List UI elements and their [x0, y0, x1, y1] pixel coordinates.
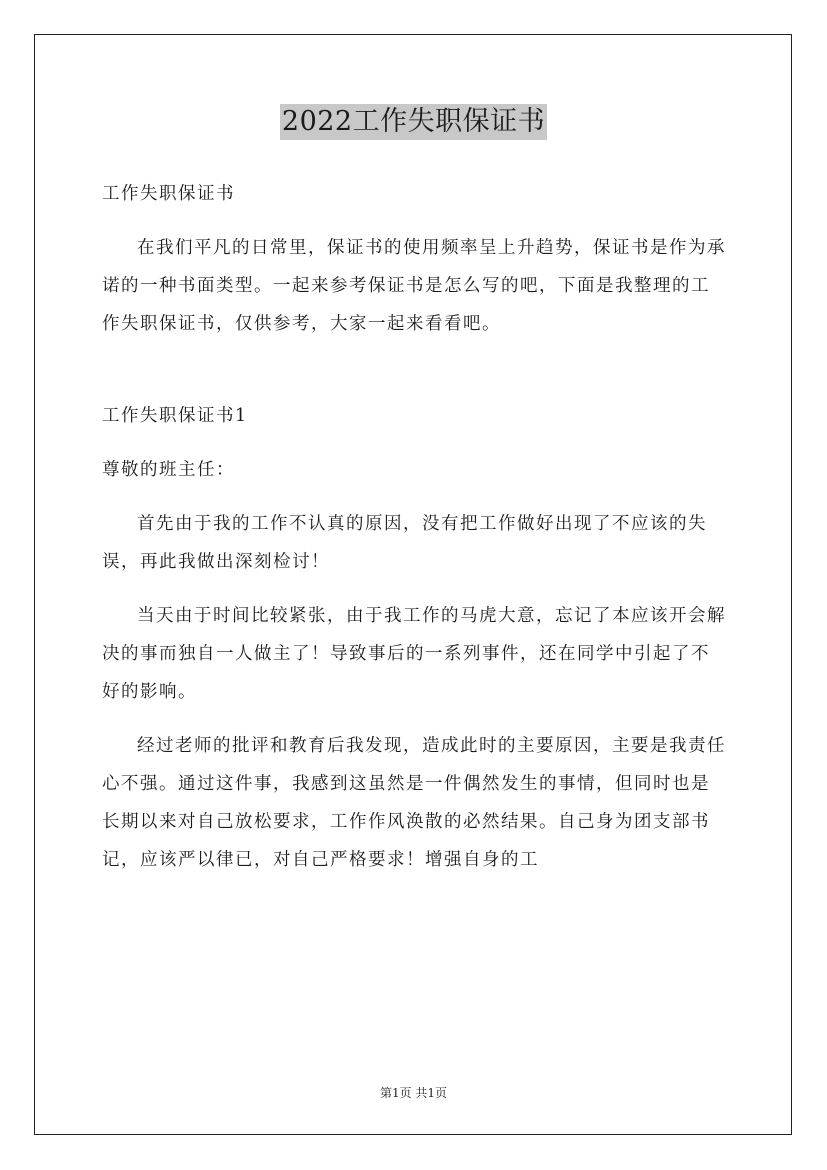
salutation: 尊敬的班主任： — [102, 460, 235, 480]
body-paragraph-2: 当天由于时间比较紧张，由于我工作的马虎大意，忘记了本应该开会解决的事而独自一人做主了！导致事后的一系列事件，还在同学中引起了不好的影响。 — [102, 606, 726, 702]
body-paragraph-1: 首先由于我的工作不认真的原因，没有把工作做好出现了不应该的失误，再此我做出深刻检讨！ — [102, 514, 707, 572]
section-heading-1: 工作失职保证书1 — [102, 406, 248, 426]
document-title — [0, 104, 827, 140]
page-number-footer: 第1页 共1页 — [379, 1086, 448, 1100]
body-paragraph-3: 经过老师的批评和教育后我发现，造成此时的主要原因，主要是我责任心不强。通过这件事，我感到这虽然是一件偶然发生的事情，但同时也是长期以来对自己放松要求，工作作风涣散的必然结果。自己身为团支部书记，应该严以律已，对自己严格要求！增强自身的工 — [102, 736, 726, 870]
section-spacer — [102, 359, 727, 397]
intro-paragraph: 在我们平凡的日常里，保证书的使用频率呈上升趋势，保证书是作为承诺的一种书面类型。一起来参考保证书是怎么写的吧，下面是我整理的工作失职保证书，仅供参考，大家一起来看看吧。 — [102, 238, 726, 334]
document-title-text: 2022工作失职保证书 — [280, 104, 547, 140]
intro-heading: 工作失职保证书 — [102, 184, 235, 204]
document-body — [102, 175, 727, 895]
